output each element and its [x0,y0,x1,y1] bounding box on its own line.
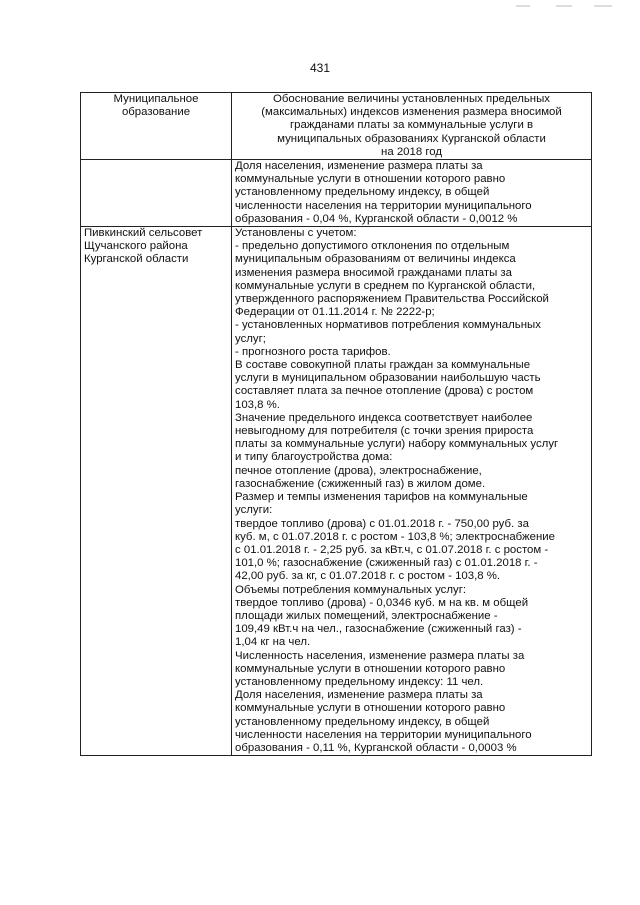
page-number: 431 [309,61,331,75]
scan-corner-marks [516,2,636,10]
justification-line: Размер и темпы изменения тарифов на коммунальные [235,491,528,504]
header-right-line: гражданами платы за коммунальные услуги в [289,119,534,132]
justification-line: и типу благоустройства дома: [235,451,393,464]
municipality-line: Щучанского района [84,240,188,253]
header-right-line: (максимальных) индексов изменения размера вносимой [261,106,562,119]
table-row [81,227,592,756]
municipality-line: Пивкинский сельсовет [84,227,203,240]
justification-line: - предельно допустимого отклонения по отдельным [235,240,510,253]
table-row [81,160,592,227]
tariff-table [80,92,592,756]
justification-line: невыгодному для потребителя (с точки зрения прироста [235,425,534,438]
table-header-row [81,93,592,160]
header-right-line: муниципальных образованиях Курганской области [277,132,546,145]
justification-line: коммунальные услуги в отношении которого равно [235,662,506,675]
justification-line: площади жилых помещений, электроснабжение - [235,609,498,622]
justification-line: услуг; [235,332,266,345]
header-municipality [81,93,232,160]
justification-line: коммунальные услуги в среднем по Курганской области, [235,279,536,292]
header-left-line: образование [121,106,191,119]
justification-line: Значение предельного индекса соответствует наиболее [235,411,533,424]
justification-line: изменения размера вносимой гражданами платы за [235,266,512,279]
justification-line: численности населения на территории муниципального [235,728,532,741]
municipality-line: Курганской области [84,253,189,266]
justification-line: составляет плата за печное отопление (дрова) с ростом [235,385,534,398]
justification-line: муниципальным образованиям от величины индекса [235,253,516,266]
justification-line: платы за коммунальные услуги) набору коммунальных услуг [235,438,559,451]
justification-line: услуги в муниципальном образовании наибольшую часть [235,372,541,385]
justification-line: Доля населения, изменение размера платы за [235,160,483,173]
header-right-line: на 2018 год [381,145,442,158]
justification-line: - установленных нормативов потребления коммунальных [235,319,541,332]
header-right-line: Обоснование величины установленных предельных [273,93,550,105]
justification-line: Установлены с учетом: [235,227,357,240]
header-justification [232,93,592,160]
justification-line: численности населения на территории муниципального [235,199,532,212]
justification-line: утвержденного распоряжением Правительства Российской [235,293,549,306]
justification-line: установленному предельному индексу, в общей [235,715,490,728]
municipality-cell [81,160,232,227]
justification-line: 103,8 %. [235,398,280,411]
justification-line: коммунальные услуги в отношении которого равно [235,173,506,186]
justification-line: коммунальные услуги в отношении которого равно [235,702,506,715]
justification-line: Численность населения, изменение размера платы за [235,649,525,662]
justification-cell [232,160,592,227]
justification-line: - прогнозного роста тарифов. [235,345,391,358]
justification-line: услуги: [235,504,273,517]
justification-line: твердое топливо (дрова) - 0,0346 куб. м на кв. м общей [235,596,529,609]
justification-line: 109,49 кВт.ч на чел., газоснабжение (сжиженный газ) - [235,623,522,636]
justification-cell [232,227,592,756]
justification-line: образования - 0,04 %, Курганской области - 0,0012 % [235,212,518,225]
justification-line: печное отопление (дрова), электроснабжение, [235,464,482,477]
justification-line: 101,0 %; газоснабжение (сжиженный газ) с 01.01.2018 г. - [235,557,538,570]
justification-line: установленному предельному индексу, в общей [235,186,490,199]
municipality-cell [81,227,232,756]
justification-line: 42,00 руб. за кг, с 01.07.2018 г. с ростом - 103,8 %. [235,570,501,583]
justification-line: Объемы потребления коммунальных услуг: [235,583,467,596]
justification-line: установленному предельному индексу: 11 чел. [235,675,484,688]
justification-line: твердое топливо (дрова) с 01.01.2018 г. - 750,00 руб. за [235,517,529,530]
justification-line: 1,04 кг на чел. [235,636,311,649]
justification-line: газоснабжение (сжиженный газ) в жилом доме. [235,477,486,490]
justification-line: В составе совокупной платы граждан за коммунальные [235,359,531,372]
justification-line: образования - 0,11 %, Курганской области - 0,0003 % [235,741,517,754]
justification-line: куб. м, с 01.07.2018 г. с ростом - 103,8 %; электроснабжение [235,530,556,543]
justification-line: с 01.01.2018 г. - 2,25 руб. за кВт.ч, с 01.07.2018 г. с ростом - [235,543,549,556]
header-left-line: Муниципальное [113,93,199,105]
justification-line: Доля населения, изменение размера платы за [235,689,483,702]
justification-line: Федерации от 01.11.2014 г. № 2222-р; [235,306,435,319]
